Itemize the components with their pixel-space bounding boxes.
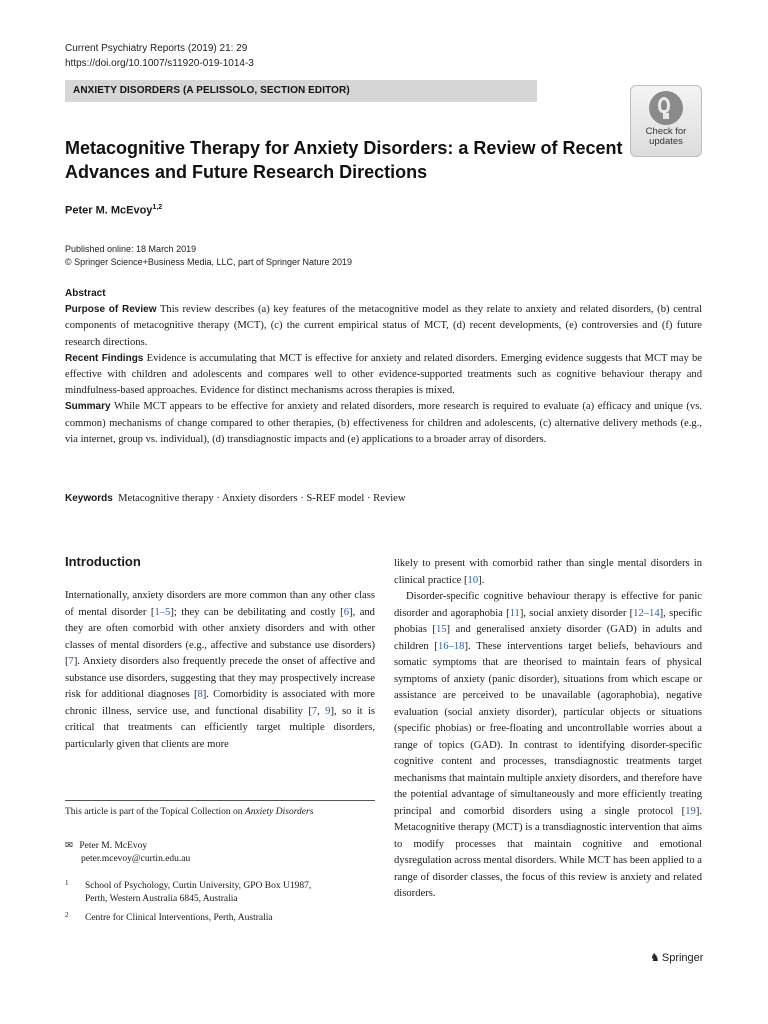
journal-citation: Current Psychiatry Reports (2019) 21: 29 (65, 43, 248, 54)
affiliation-line: Centre for Clinical Interventions, Perth, Australia (85, 913, 273, 923)
text-run: Internationally, anxiety disorders are more common than any other class of mental disorder [ (65, 590, 375, 618)
intro-paragraph-1-cont (394, 556, 702, 589)
affiliation-number: 2 (65, 911, 69, 919)
text-run: ], and they are often comorbid with other anxiety disorders and with other classes of mental disorders (e.g., affective and substance use disorders) [ (65, 606, 375, 667)
intro-paragraph-2 (394, 589, 702, 903)
doi-link[interactable]: https://doi.org/10.1007/s11920-019-1014-3 (65, 58, 254, 69)
affiliation-1 (65, 880, 375, 906)
text-run: ], so it is critical that treatments can efficiently target multiple disorders, particularly given that clients are more (65, 705, 376, 750)
text-run: ]. These interventions target beliefs, behaviours and somatic symptoms that are theorised to maintain fears of physical symptoms of anxiety (panic disorder), situations from which escape or assistance are perceived to be unavailable (agoraphobia), negative evaluation (social anxiety disorder), particular objects or situations (specific phobias) or free-floating and uncontrollable worries about a range of topics (GAD). In contrast to identifying disorder-specific cognitive content and processes, transdiagnostic treatments target mechanisms that maintain multiple anxiety disorders, and therefore have the potential advantage of simultaneously and more efficiently treating principal and comorbid disorders using a single protocol [ (394, 640, 703, 817)
publisher-name: Springer (661, 952, 704, 964)
crossmark-icon (649, 91, 683, 125)
citation-link[interactable]: 7 (311, 705, 318, 717)
collection-name: Anxiety Disorders (244, 807, 314, 817)
abstract-purpose (65, 302, 702, 351)
footnote-divider (65, 800, 375, 801)
publisher-logo (650, 951, 703, 964)
affiliation-number: 1 (65, 879, 69, 887)
author-name[interactable]: Peter M. McEvoy (65, 204, 153, 217)
introduction-heading: Introduction (65, 554, 141, 569)
article-title: Metacognitive Therapy for Anxiety Disorders: a Review of Recent Advances and Future Research Directions (65, 138, 623, 182)
purpose-text: This review describes (a) key features of the metacognitive model as they relate to anxiety and related disorders, (b) central components of metacognitive therapy (MCT), (c) the current empirical status of MCT, (d) recent developments, (e) controversies and (f) future research directions. (65, 304, 703, 348)
keywords (65, 493, 406, 504)
text-run: ] and generalised anxiety disorder (GAD) in adults and children [ (394, 624, 702, 652)
published-date: Published online: 18 March 2019 (65, 244, 197, 254)
citation-link[interactable]: 19 (685, 805, 696, 817)
abstract-summary (65, 399, 702, 448)
citation-link[interactable]: 7 (68, 656, 74, 667)
topical-collection-note (65, 807, 313, 817)
citation-link[interactable]: 9 (325, 705, 331, 717)
check-for-updates-badge[interactable] (630, 85, 702, 157)
badge-line2: updates (649, 136, 683, 147)
citation-link[interactable]: 16–18 (437, 640, 465, 652)
purpose-label: Purpose of Review (65, 304, 157, 316)
left-column (65, 588, 375, 753)
findings-label: Recent Findings (65, 352, 144, 364)
text-run: likely to present with comorbid rather than single mental disorders in clinical practice [ (394, 558, 702, 586)
citation-link[interactable]: 1–5 (154, 606, 171, 618)
section-banner: ANXIETY DISORDERS (A PELISSOLO, SECTION EDITOR) (65, 80, 537, 102)
springer-horse-icon: ♞ (650, 952, 660, 964)
contact-email[interactable]: peter.mcevoy@curtin.edu.au (81, 854, 191, 864)
copyright-line: © Springer Science+Business Media, LLC, part of Springer Nature 2019 (65, 257, 353, 267)
author-line (65, 204, 162, 217)
findings-text: Evidence is accumulating that MCT is effective for anxiety and related disorders. Emerging evidence suggests that MCT may be effective with children and adolescents and compares well to other evidence-supported treatments such as cognitive behaviour therapy and mindfulness-based approaches. Evidence for distinct mechanisms across therapies is mixed. (65, 352, 702, 397)
text-run: , (317, 705, 326, 717)
publication-info (65, 243, 352, 269)
citation-link[interactable]: 15 (435, 624, 447, 635)
abstract (65, 286, 702, 448)
citation-link[interactable]: 6 (343, 606, 349, 618)
text-run: ]. Metacognitive therapy (MCT) is a transdiagnostic intervention that aims to modify processes that maintain cognitive and emotional dysregulation across mental disorders. While MCT has been applied to a range of disorder classes, the focus of this review is anxiety and related disorders. (394, 805, 702, 899)
text-run: ], social anxiety disorder [ (519, 607, 634, 619)
citation-link[interactable]: 12–14 (633, 607, 660, 619)
abstract-heading: Abstract (65, 288, 106, 299)
journal-header (65, 41, 254, 71)
keywords-label: Keywords (65, 493, 113, 504)
affiliation-2 (65, 912, 375, 925)
contact-name: Peter M. McEvoy (79, 841, 148, 851)
text-run: ]. (478, 574, 485, 586)
citation-link[interactable]: 11 (509, 607, 520, 619)
citation-link[interactable]: 8 (197, 689, 203, 700)
summary-text: While MCT appears to be effective for anxiety and related disorders, more research is required to evaluate (a) efficacy and unique (vs. common) mechanisms of change compared to other therapies, (b) effectiveness for children and adolescents, (c) alternative delivery methods (e.g., via internet, group vs. individual), (d) transdiagnostic impacts and (e) applications to a broader array of disorders. (65, 401, 702, 445)
abstract-findings (65, 351, 702, 400)
envelope-icon: ✉ (65, 841, 73, 851)
citation-link[interactable]: 10 (467, 574, 479, 586)
badge-line1: Check for (645, 126, 687, 137)
text-run: ]. Comorbidity is associated with more chronic illness, service use, and functional disability [ (65, 689, 375, 717)
text-run: ]. Anxiety disorders also frequently precede the onset of affective and substance use disorders, suggesting that they may prospectively increase risk for additional diagnoses [ (65, 656, 375, 700)
intro-paragraph-1 (65, 588, 375, 753)
right-column (394, 556, 702, 903)
corresponding-author (65, 840, 190, 866)
text-run: Disorder-specific cognitive behaviour therapy is effective for panic disorder and agoraphobia [ (394, 591, 702, 619)
keywords-text: Metacognitive therapy · Anxiety disorders · S-REF model · Review (118, 493, 406, 504)
author-affiliation-marks: 1,2 (152, 204, 163, 211)
text-run: ], specific phobias [ (394, 607, 703, 635)
summary-label: Summary (65, 401, 111, 413)
affiliation-line: School of Psychology, Curtin University, GPO Box U1987, (85, 881, 312, 891)
affiliation-line: Perth, Western Australia 6845, Australia (85, 894, 238, 904)
text-run: ]; they can be debilitating and costly [ (170, 606, 344, 618)
text-run: This article is part of the Topical Collection on (65, 807, 245, 817)
